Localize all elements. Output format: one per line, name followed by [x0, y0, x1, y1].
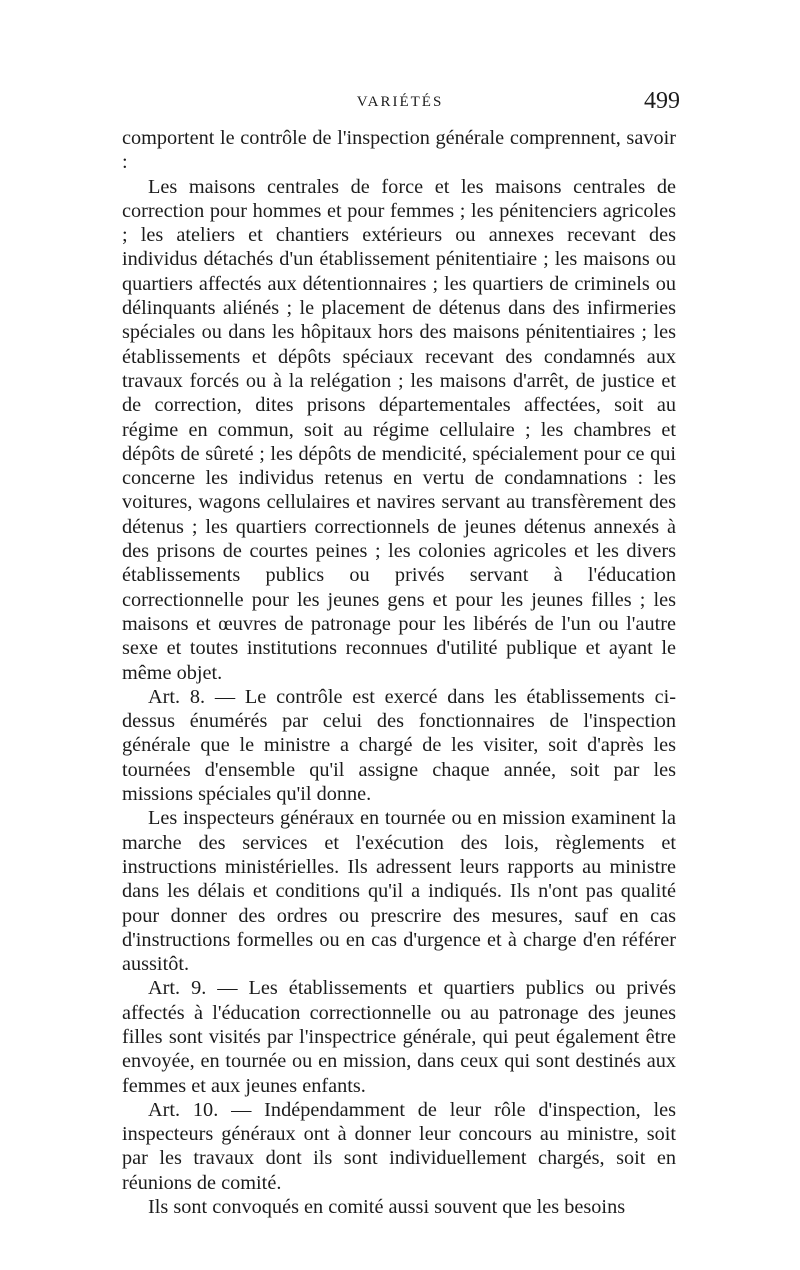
page-header — [120, 88, 680, 124]
paragraph-article-10: Art. 10. — Indépendamment de leur rôle d'inspection, les inspecteurs généraux ont à donner leur concours au ministre, soit par les travaux dont ils sont individuellement chargés, soit en réunions de comité. — [122, 1098, 676, 1194]
paragraph-article-8: Art. 8. — Le contrôle est exercé dans les établissements ci-dessus énumérés par celui des fonctionnaires de l'inspection générale que le ministre a chargé de les visiter, soit d'après les tournées d'ensemble qu'il assigne chaque année, soit par les missions spéciales qu'il donne. — [122, 685, 676, 806]
paragraph-article-9: Art. 9. — Les établissements et quartiers publics ou privés affectés à l'éducation correctionnelle ou au patronage des jeunes filles sont visités par l'inspectrice générale, qui peut également être envoyée, en tournée ou en mission, dans ceux qui sont destinés aux femmes et aux jeunes enfants. — [122, 977, 676, 1097]
paragraph-committee: Ils sont convoqués en comité aussi souvent que les besoins — [148, 1196, 626, 1219]
paragraph-establishments-list: Les maisons centrales de force et les maisons centrales de correction pour hommes et pour femmes ; les pénitenciers agricoles ; les ateliers et chantiers extérieurs ou annexes recevant des individus détachés d'un établissement pénitentiaire ; les maisons ou quartiers affectés aux détentionnaires ; les quartiers de criminels ou délinquants aliénés ; le placement de détenus dans des infirmeries spéciales ou dans les hôpitaux hors des maisons pénitentiaires ; les établissements et dépôts spéciaux recevant des condamnés aux travaux forcés ou à la relégation ; les maisons d'arrêt, de justice et de correction, dites prisons départementales affectées, soit au régime en commun, soit au régime cellulaire ; les chambres et dépôts de sûreté ; les dépôts de mendicité, spécialement pour ce qui concerne les individus retenus en vertu de condamnations : les voitures, wagons cellulaires et navires servant au transfèrement des détenus ; les quartiers correctionnels de jeunes détenus annexés à des prisons de courtes peines ; les colonies agricoles et les divers établissements publics ou privés servant à l'éducation correctionnelle pour les jeunes gens et pour les jeunes filles ; les maisons et œuvres de patronage pour les libérés de l'un ou l'autre sexe et toutes institutions reconnues d'utilité publique et ayant le même objet. — [122, 175, 676, 684]
paragraph-continuation: comportent le contrôle de l'inspection générale comprennent, savoir : — [122, 127, 676, 174]
paragraph-inspectors-duties: Les inspecteurs généraux en tournée ou en mission examinent la marche des services et l'exécution des lois, règlements et instructions ministérielles. Ils adressent leurs rapports au ministre dans les délais et conditions qu'il a indiqués. Ils n'ont pas qualité pour donner des ordres ou prescrire des mesures, sauf en cas d'instructions formelles ou en cas d'urgence et à charge d'en référer aussitôt. — [122, 807, 676, 976]
body-text — [122, 126, 676, 1219]
page-number: 499 — [644, 88, 680, 114]
running-title: VARIÉTÉS — [356, 94, 444, 110]
